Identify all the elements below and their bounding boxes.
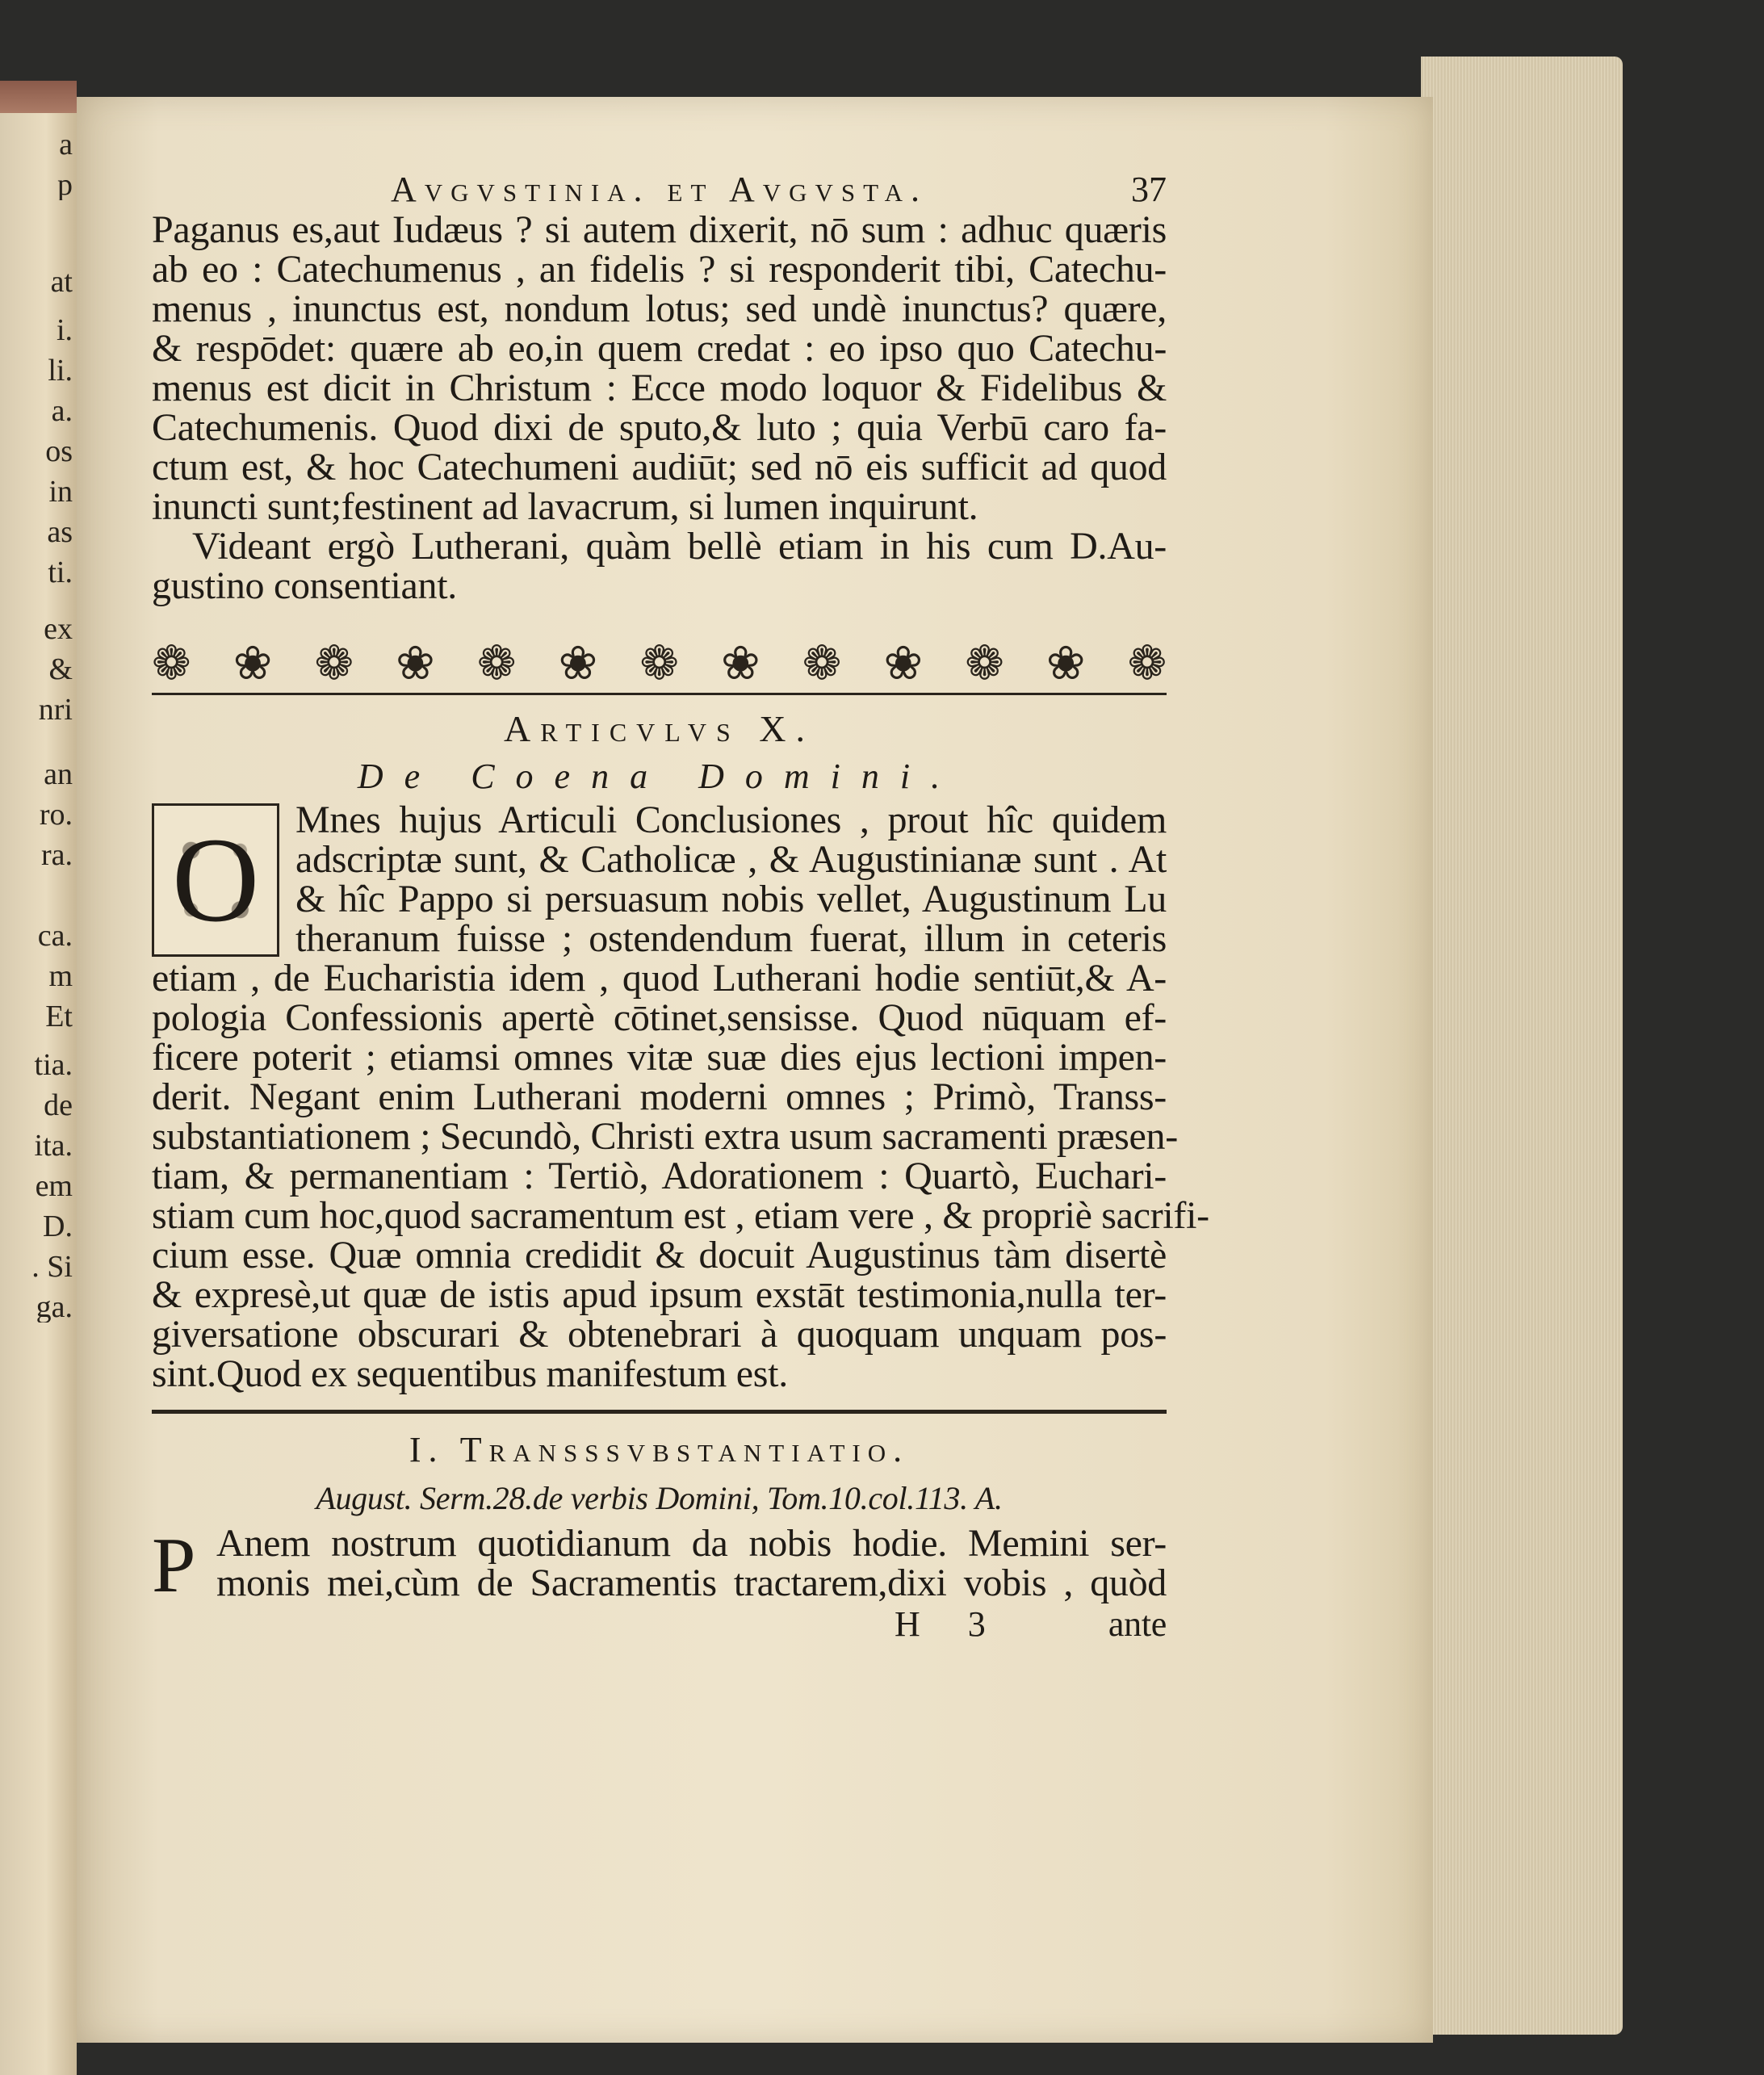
previous-page-fragment: m xyxy=(48,961,73,991)
previous-page-fragment: . Si xyxy=(31,1251,73,1282)
text-line: tiam, & permanentiam : Tertiò, Adorationem : Quartò, Euchari- xyxy=(152,1155,1167,1197)
previous-page-fragment: em xyxy=(35,1171,73,1201)
previous-page-fragment: ca. xyxy=(37,920,73,951)
previous-page-fragment: ex xyxy=(44,614,73,644)
text-line: substantiationem ; Secundò, Christi extra usum sacramenti præsen- xyxy=(152,1115,1178,1158)
book-page xyxy=(77,97,1433,2043)
text-line: sint.Quod ex sequentibus manifestum est. xyxy=(152,1352,788,1395)
page-number: 37 xyxy=(1131,170,1167,209)
previous-page-fragment: ti. xyxy=(48,557,73,588)
previous-page-fragment: p xyxy=(57,170,73,200)
previous-page-fragment: an xyxy=(44,759,73,790)
paragraph-continuation xyxy=(152,210,1167,526)
previous-page-fragment: at xyxy=(50,266,73,297)
previous-page-fragment: as xyxy=(47,517,73,547)
quotation-paragraph xyxy=(152,1522,1167,1609)
previous-page-fragment: de xyxy=(44,1090,73,1121)
decorated-initial: O xyxy=(152,803,279,957)
initial-letter: P xyxy=(152,1522,196,1609)
text-line: inuncti sunt;festinent ad lavacrum, si lumen inquirunt. xyxy=(152,485,978,528)
text-line: adscriptæ sunt, & Catholicæ , & Augustinianæ sunt . At xyxy=(295,838,1167,881)
text-line: & respōdet: quære ab eo,in quem credat : eo ipso quo Catechu- xyxy=(152,327,1167,370)
text-line: stiam cum hoc,quod sacramentum est , etiam vere , & propriè sacrifi- xyxy=(152,1194,1209,1237)
article-title: Articvlvs X. xyxy=(503,708,815,749)
page-content xyxy=(152,170,1209,1644)
previous-page-fragment: ita. xyxy=(34,1130,73,1161)
previous-page-fragment: nri xyxy=(38,694,73,725)
previous-page-fragment: in xyxy=(48,476,73,507)
previous-page-fragment: D. xyxy=(43,1211,73,1242)
previous-page-fragment: ra. xyxy=(40,840,73,870)
previous-page-fragment: li. xyxy=(48,355,73,386)
page-stack-edge xyxy=(1421,57,1623,2035)
previous-page-text-fragments xyxy=(0,113,73,1728)
text-line: ab eo : Catechumenus , an fidelis ? si responderit tibi, Catechu- xyxy=(152,248,1167,291)
running-head xyxy=(152,170,1167,210)
previous-page-fragment: a xyxy=(59,129,73,160)
signature-mark: H 3 xyxy=(895,1604,1005,1644)
initial-paragraph xyxy=(152,800,1167,958)
text-line: & hîc Pappo si persuasum nobis vellet, Augustinum Lu xyxy=(295,878,1167,920)
text-line: etiam , de Eucharistia idem , quod Lutherani hodie sentiūt,& A- xyxy=(152,957,1167,1000)
previous-page-fragment: Et xyxy=(45,1001,73,1032)
text-line: Mnes hujus Articuli Conclusiones , prout hîc quidem xyxy=(295,799,1167,841)
text-line: pologia Confessionis apertè cōtinet,sensisse. Quod nūquam ef- xyxy=(152,996,1167,1039)
page-footer xyxy=(152,1604,1167,1644)
text-line: menus , inunctus est, nondum lotus; sed undè inunctus? quære, xyxy=(152,287,1167,330)
previous-page-fragment: i. xyxy=(56,315,73,346)
text-line: gustino consentiant. xyxy=(152,564,457,607)
previous-page-fragment: tia. xyxy=(34,1050,73,1080)
text-line: Paganus es,aut Iudæus ? si autem dixerit, nō sum : adhuc quæris xyxy=(152,208,1167,251)
previous-page-fragment: ga. xyxy=(36,1292,73,1323)
text-line: monis mei,cùm de Sacramentis tractarem,dixi vobis , quòd xyxy=(216,1561,1167,1604)
previous-page-fragment: & xyxy=(48,654,73,685)
left-cover-edge xyxy=(0,81,77,117)
text-line: cium esse. Quæ omnia credidit & docuit Augustinus tàm disertè xyxy=(152,1234,1167,1276)
article-body xyxy=(152,957,1209,1395)
text-line: theranum fuisse ; ostendendum fuerat, illum in ceteris xyxy=(295,917,1167,960)
text-line: Videant ergò Lutherani, quàm bellè etiam in his cum D.Au- xyxy=(192,525,1167,568)
catchword: ante xyxy=(1108,1604,1167,1644)
section-heading: I. Transssvbstantiatio. xyxy=(409,1430,910,1469)
paragraph-conclusion xyxy=(152,526,1167,606)
previous-page-fragment: ro. xyxy=(39,799,73,830)
text-line: Anem nostrum quotidianum da nobis hodie. Memini ser- xyxy=(216,1522,1167,1565)
section-rule xyxy=(152,1410,1167,1414)
text-line: derit. Negant enim Lutherani moderni omnes ; Primò, Transs- xyxy=(152,1075,1167,1118)
article-subtitle: De Coena Domini. xyxy=(357,757,962,796)
ornamental-headpiece: ❁ ❀ ❁ ❀ ❁ ❀ ❁ ❀ ❁ ❀ ❁ ❀ ❁ xyxy=(152,636,1167,695)
text-line: menus est dicit in Christum : Ecce modo loquor & Fidelibus & xyxy=(152,367,1167,409)
text-line: ctum est, & hoc Catechumeni audiūt; sed nō eis sufficit ad quod xyxy=(152,446,1167,488)
previous-page-fragment: os xyxy=(45,436,73,467)
text-line: ficere poterit ; etiamsi omnes vitæ suæ dies ejus lectioni impen- xyxy=(152,1036,1167,1079)
previous-page-fragment: a. xyxy=(51,396,73,426)
citation: August. Serm.28.de verbis Domini, Tom.10.col.113. A. xyxy=(316,1480,1003,1516)
text-line: giversatione obscurari & obtenebrari à quoquam unquam pos- xyxy=(152,1313,1167,1356)
text-line: Catechumenis. Quod dixi de sputo,& luto ; quia Verbū caro fa- xyxy=(152,406,1167,449)
text-line: & expresè,ut quæ de istis apud ipsum exstāt testimonia,nulla ter- xyxy=(152,1273,1167,1316)
running-head-title: Avgvstinia. et Avgvsta. xyxy=(391,170,928,209)
